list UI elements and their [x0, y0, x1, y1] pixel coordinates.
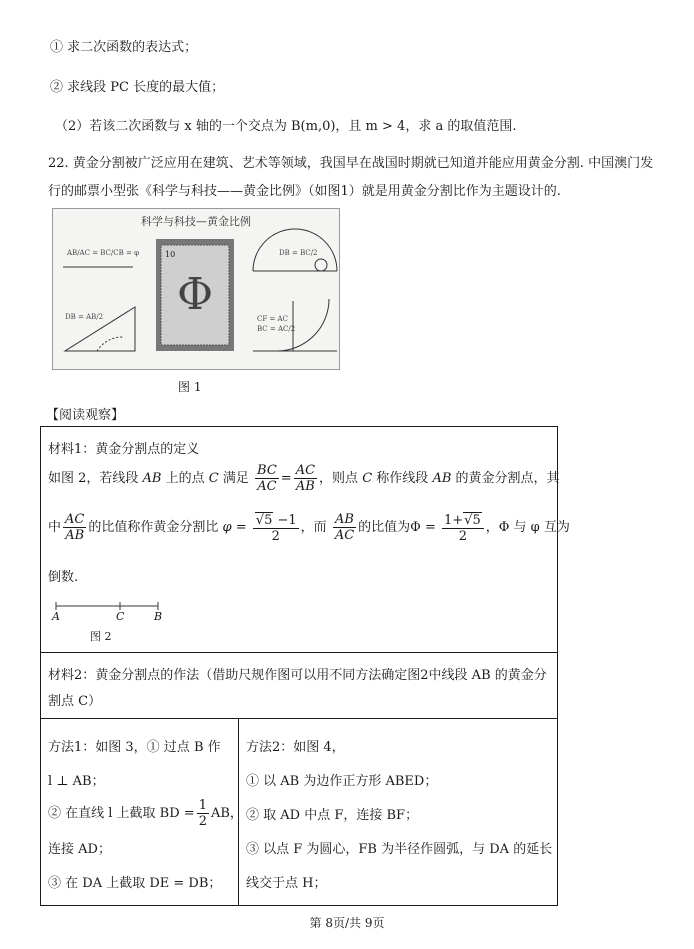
text: 满足: [222, 471, 249, 486]
sub-question-1: ① 求二次函数的表达式；: [50, 40, 198, 55]
method-1-line-4: 连接 AD；: [48, 842, 111, 857]
figure-1-stamp-sheet: [52, 208, 340, 370]
fraction-golden-ratio: $\frac{√5 -1}{2}$: [253, 512, 299, 544]
stamp-phi-symbol: Φ: [176, 269, 214, 320]
fraction-bc-ac: $\frac{BC}{AC}$: [257, 463, 277, 494]
material-1-title: 材料1：黄金分割点的定义: [48, 442, 200, 457]
method-2-line-3: ② 取 AD 中点 F，连接 BF；: [246, 808, 419, 823]
question-22-line-1: 22. 黄金分割被广泛应用在建筑、艺术等领域，我国早在战国时期就已知道并能应用黄金分割. 中国澳门发: [48, 156, 654, 171]
fraction-ac-ab: $\frac{AC}{AB}$: [65, 512, 85, 543]
page-footer: 第 8页/共 9页: [309, 916, 385, 930]
label-a: A: [52, 610, 60, 623]
method-2-line-2: ① 以 AB 为边作正方形 ABED；: [246, 774, 438, 789]
text: 中: [48, 520, 62, 535]
text: ，而: [300, 520, 327, 535]
material-1-line-3: 倒数.: [48, 570, 79, 585]
method-1-line-5: ③ 在 DA 上截取 DE = DB；: [48, 876, 222, 891]
material-1-line-2: 中 $\frac{AC}{AB}$ 的比值称作黄金分割比 φ = $\frac{√5 -1}{2}$ ，而 $\frac{AB}{AC}$ 的比值为Φ = $\frac{1+√5}{2}$ ，Φ 与 φ 互为: [48, 512, 570, 544]
var-ab: AB: [142, 471, 162, 486]
method-1-line-3: [48, 798, 243, 830]
var-c: C: [362, 471, 373, 486]
question-22-line-2: 行的邮票小型张《科学与科技——黄金比例》（如图1）就是用黄金分割比作为主题设计的.: [48, 184, 561, 199]
stamp-value: 10: [165, 250, 176, 259]
fraction-ab-ac: $\frac{AB}{AC}$: [334, 512, 355, 543]
method-1-line-1: 方法1：如图 3，① 过点 B 作: [48, 740, 221, 755]
text: 称作线段: [376, 471, 429, 486]
label-c: C: [116, 610, 125, 623]
question-2: （2）若该二次函数与 x 轴的一个交点为 B(m,0)，且 m > 4，求 a 的取值范围.: [55, 119, 517, 134]
sub-question-2: ② 求线段 PC 长度的最大值；: [50, 80, 225, 95]
text: ② 在直线 l 上截取 BD =: [48, 806, 195, 821]
figure-2-caption: 图 2: [90, 630, 112, 643]
var-ab: AB: [432, 471, 452, 486]
text: 上的点: [165, 471, 205, 486]
material-divider-1: [40, 652, 558, 653]
figure-1-formula-4: CF = AC: [257, 315, 288, 323]
material-2-line-2: 割点 C）: [48, 694, 102, 709]
method-1-line-2: l ⊥ AB；: [48, 774, 105, 789]
figure-2-segment: [50, 598, 170, 620]
method-2-line-5: 线交于点 H；: [246, 876, 327, 891]
fraction-ac-ab: $\frac{AC}{AB}$: [295, 463, 316, 494]
section-label: 【阅读观察】: [46, 408, 125, 423]
figure-1-formula-3: DB = BC/2: [279, 249, 318, 257]
var-c: C: [208, 471, 219, 486]
fraction-one-half: $\frac{1}{2}$: [198, 798, 207, 829]
figure-1-caption: 图 1: [178, 380, 202, 394]
text: ，则点: [319, 471, 359, 486]
figure-1-formula-1: AB/AC = BC/CB = φ: [67, 249, 139, 257]
method-2-line-4: ③ 以点 F 为圆心，FB 为半径作圆弧，与 DA 的延长: [246, 842, 553, 857]
triangle-arc: [97, 337, 123, 351]
material-1-line-1: 如图 2，若线段 AB 上的点 C 满足 $\frac{BC}{AC}$ = $\frac{AC}{AB}$ ，则点 C 称作线段 AB 的黄金分割点，其: [48, 463, 560, 494]
figure-1-drawing: [53, 209, 339, 369]
text: 如图 2，若线段: [48, 471, 139, 486]
figure-1-formula-2: DB = AB/2: [65, 313, 104, 321]
material-2-line-1: 材料2：黄金分割点的作法（借助尺规作图可以用不同方法确定图2中线段 AB 的黄金分: [48, 668, 547, 683]
text: 的比值称作黄金分割比: [88, 520, 219, 535]
text: AB，: [210, 806, 243, 821]
material-divider-2: [40, 718, 558, 719]
text: 的黄金分割点，其: [455, 471, 560, 486]
label-b: B: [154, 610, 163, 623]
small-circle: [315, 259, 327, 271]
text: 的比值为: [358, 520, 411, 535]
text: ，Φ 与 φ 互为: [485, 520, 570, 535]
var-phi: φ: [222, 520, 232, 535]
fraction-big-phi: $\frac{1+√5}{2}$: [442, 512, 484, 544]
figure-1-title: 科学与科技—黄金比例: [141, 215, 251, 228]
method-2-line-1: 方法2：如图 4，: [246, 740, 345, 755]
figure-1-formula-5: BC = AC/2: [257, 325, 296, 333]
